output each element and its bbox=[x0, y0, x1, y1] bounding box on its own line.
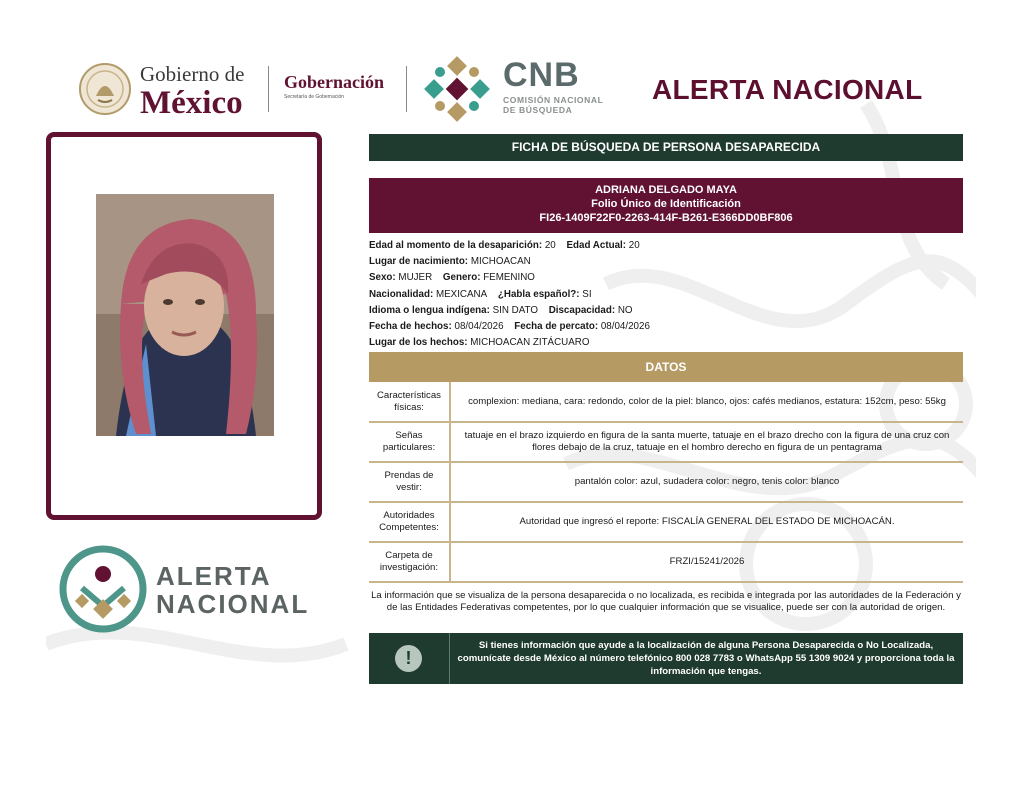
value: SIN DATO bbox=[492, 304, 538, 316]
search-sheet bbox=[46, 44, 976, 684]
mexico-seal-icon bbox=[78, 62, 132, 116]
label: ¿Habla español?: bbox=[497, 288, 580, 300]
info-row bbox=[369, 287, 963, 303]
person-info bbox=[369, 238, 963, 351]
alerta-nacional-title: ALERTA NACIONAL bbox=[652, 74, 923, 105]
gobernacion-sub: Secretaría de Gobernación bbox=[284, 94, 345, 100]
datos-value: pantalón color: azul, sudadera color: negro, tenis color: blanco bbox=[450, 462, 963, 502]
value: SI bbox=[582, 288, 592, 300]
value: MICHOACAN bbox=[470, 256, 531, 268]
value: FEMENINO bbox=[483, 272, 535, 284]
table-row bbox=[369, 462, 963, 502]
value: MICHOACAN ZITÁCUARO bbox=[470, 337, 590, 349]
datos-value: complexion: mediana, cara: redondo, color de la piel: blanco, ojos: cafés medianos, estatura: 152cm, peso: 55kg bbox=[450, 382, 963, 422]
label: Nacionalidad: bbox=[369, 288, 434, 300]
info-row bbox=[369, 238, 963, 254]
folio-value: FI26-1409F22F0-2263-414F-B261-E366DD0BF806 bbox=[539, 212, 793, 224]
contact-text: Si tienes información que ayude a la localización de alguna Persona Desaparecida o No Localizada, comunícate desde México al número telefónico 800 028 7783 o WhatsApp 55 1309 9024 y proporciona toda la información que tengas. bbox=[457, 640, 955, 677]
value: 20 bbox=[628, 240, 640, 251]
cnb-line1: COMISIÓN NACIONAL bbox=[503, 95, 604, 105]
datos-value: tatuaje en el brazo izquierdo en figura de la santa muerte, tatuaje en el brazo drecho con la figura de una cruz con flores debajo de la cruz, tatuaje en el hombro derecho en figura de un pentagrama bbox=[450, 422, 963, 462]
label: Idioma o lengua indígena: bbox=[369, 304, 490, 316]
label: Edad Actual: bbox=[566, 240, 627, 251]
gobernacion-title: Gobernación bbox=[284, 72, 385, 92]
cnb-emblem-icon bbox=[422, 54, 492, 124]
person-name-block bbox=[369, 178, 963, 233]
datos-label: Autoridades Competentes: bbox=[369, 502, 450, 542]
label: Lugar de los hechos: bbox=[369, 337, 468, 349]
datos-label: Características físicas: bbox=[369, 382, 450, 422]
info-row bbox=[369, 335, 963, 351]
header-divider bbox=[406, 66, 407, 112]
value: 20 bbox=[544, 240, 556, 251]
cnb-line2: DE BÚSQUEDA bbox=[503, 105, 573, 115]
gob-line2: México bbox=[140, 85, 243, 121]
label: Fecha de hechos: bbox=[369, 320, 452, 332]
contact-footer bbox=[369, 633, 963, 684]
gobierno-mexico-logo bbox=[140, 64, 244, 120]
logo-line1: ALERTA bbox=[156, 561, 272, 591]
person-name: ADRIANA DELGADO MAYA bbox=[595, 184, 737, 196]
label: Fecha de percato: bbox=[514, 320, 599, 332]
label: Genero: bbox=[442, 272, 481, 284]
disclaimer-text: La información que se visualiza de la persona desaparecida o no localizada, es recibida e integrada por las autoridades de la Federación y de las Entidades Federativas competentes, por lo que cualquier información que se visualice, puede ser con la autoridad de origen. bbox=[371, 590, 961, 613]
info-row bbox=[369, 319, 963, 335]
label: Discapacidad: bbox=[548, 304, 616, 316]
cnb-logo bbox=[503, 58, 603, 115]
value: NO bbox=[617, 304, 633, 316]
folio-label: Folio Único de Identificación bbox=[591, 198, 741, 210]
exclamation-icon: ! bbox=[395, 645, 422, 672]
table-row bbox=[369, 422, 963, 462]
datos-value: FRZI/15241/2026 bbox=[450, 542, 963, 582]
gob-line1: Gobierno de bbox=[140, 62, 245, 86]
person-photo bbox=[96, 194, 274, 436]
datos-label: Carpeta de investigación: bbox=[369, 542, 450, 582]
datos-table bbox=[369, 382, 963, 583]
cnb-acronym: CNB bbox=[503, 56, 580, 94]
alerta-nacional-emblem-icon bbox=[58, 544, 148, 634]
header-divider bbox=[268, 66, 269, 112]
table-row bbox=[369, 542, 963, 582]
alert-icon-box bbox=[369, 633, 450, 684]
info-row bbox=[369, 303, 963, 319]
alerta-nacional-logo-text bbox=[156, 562, 309, 618]
table-row bbox=[369, 502, 963, 542]
label: Sexo: bbox=[369, 272, 396, 284]
datos-value: Autoridad que ingresó el reporte: FISCALÍA GENERAL DEL ESTADO DE MICHOACÁN. bbox=[450, 502, 963, 542]
gobernacion-logo bbox=[284, 72, 384, 100]
value: MEXICANA bbox=[435, 288, 488, 300]
value: 08/04/2026 bbox=[600, 320, 650, 332]
value: MUJER bbox=[398, 272, 433, 284]
ficha-title: FICHA DE BÚSQUEDA DE PERSONA DESAPARECIDA bbox=[369, 134, 963, 161]
datos-title: DATOS bbox=[369, 352, 963, 382]
datos-label: Prendas de vestir: bbox=[369, 462, 450, 502]
value: 08/04/2026 bbox=[454, 320, 504, 332]
info-row bbox=[369, 254, 963, 270]
datos-label: Señas particulares: bbox=[369, 422, 450, 462]
label: Edad al momento de la desaparición: bbox=[369, 240, 543, 251]
label: Lugar de nacimiento: bbox=[369, 256, 469, 268]
table-row bbox=[369, 382, 963, 422]
logo-line2: NACIONAL bbox=[156, 589, 310, 619]
info-row bbox=[369, 270, 963, 286]
